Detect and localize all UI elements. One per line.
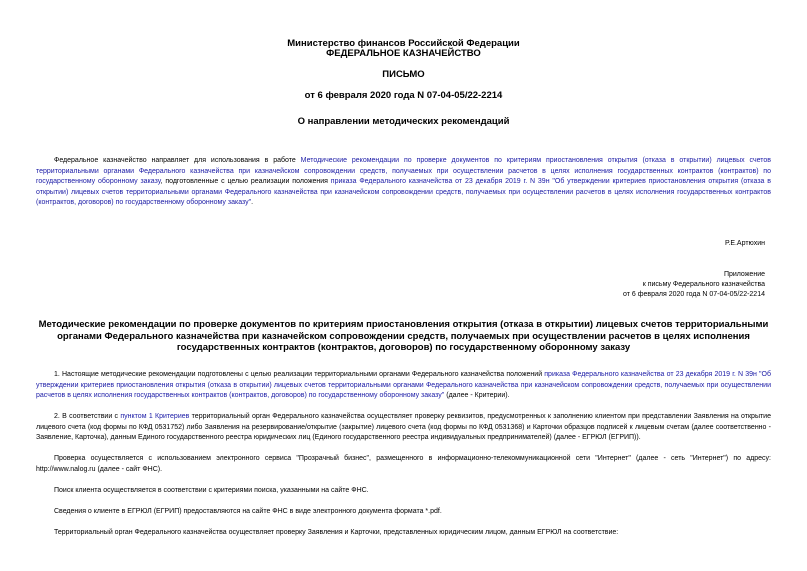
order-39n-link[interactable]: приказа Федерального казначейства от 23 декабря 2019 г. N 39н "Об утверждении критериев приостановления открытия (отказа в открытии) лицевых счетов территориальными органами Федерального казначейства при казначейском сопровождении средств, получаемых при осуществлении расчетов в целях исполнения государственных контрактов (контрактов, договоров) по государственному оборонному заказу" xyxy=(36,178,771,207)
ministry-name: Министерство финансов Российской Федерации xyxy=(287,38,520,49)
appendix-line-2: к письму Федерального казначейства xyxy=(642,281,765,288)
doc-subject: О направлении методических рекомендаций xyxy=(297,116,510,127)
paragraph-3: Проверка осуществляется с использованием электронного сервиса "Прозрачный бизнес", размещенного в информационно-телекоммуникационной сети "Интернет" (далее - сеть "Интернет") по адресу: http://www.nalog.ru (далее - сайт ФНС). xyxy=(36,455,771,473)
letter-text-1: Федеральное казначейство направляет для использования в работе xyxy=(54,157,301,164)
p2-criteria-link[interactable]: пунктом 1 Критериев xyxy=(120,413,190,420)
doc-reference: от 6 февраля 2020 года N 07-04-05/22-2214 xyxy=(304,90,503,101)
letter-text-3: . xyxy=(251,199,254,207)
letter-body xyxy=(36,156,771,209)
p2-text-2: территориальный орган Федерального казначейства осуществляет проверку реквизитов, предусмотренных к заполнению клиентом при представлении Заявления на открытие лицевого счета (код формы по КФД 0531752) либо Заявления на резервирование/открытие (закрытие) лицевого счета (код формы по КФД 0531368) и Карточки образцов подписей к лицевым счетам (далее соответственно - Заявление, Карточка), данным Единого государственного реестра юридических лиц (Единого государственного реестра индивидуальных предпринимателей) (далее - ЕГРЮЛ (ЕГРИП)). xyxy=(36,413,771,442)
p2-text-1: 2. В соответствии с xyxy=(54,413,121,420)
p1-text-2: (далее - Критерии). xyxy=(444,392,510,400)
p1-order-link[interactable]: приказа Федерального казначейства от 23 декабря 2019 г. N 39н "Об утверждении критериев приостановления открытия (отказа в открытии) лицевых счетов территориальными органами Федерального казначейства при казначейском сопровождении средств, получаемых при осуществлении расчетов в целях исполнения государственных контрактов (контрактов, договоров) по государственному оборонному заказу" xyxy=(36,371,771,400)
letter-text-2: , подготовленные с целью реализации положения xyxy=(160,178,331,186)
paragraph-6: Территориальный орган Федерального казначейства осуществляет проверку Заявления и Карточки, представленных юридическим лицом, данным ЕГРЮЛ на соответствие: xyxy=(54,529,619,536)
paragraph-5: Сведения о клиенте в ЕГРЮЛ (ЕГРИП) предоставляются на сайте ФНС в виде электронного документа формата *.pdf. xyxy=(54,508,442,515)
paragraph-2 xyxy=(36,412,771,444)
recommendations-link[interactable]: Методические рекомендации по проверке документов по критериям приостановления открытия (отказа в открытии) лицевых счетов территориальными органами Федерального казначейства при казначейском сопровождении средств, получаемых при осуществлении расчетов в целях исполнения государственных контрактов (контрактов) по государственному оборонному заказу xyxy=(36,157,771,186)
doc-type: ПИСЬМО xyxy=(382,69,425,80)
appendix-line-1: Приложение xyxy=(723,271,765,278)
p1-text-1: 1. Настоящие методические рекомендации подготовлены с целью реализации территориальными органами Федерального казначейства положений xyxy=(54,371,545,378)
paragraph-4: Поиск клиента осуществляется в соответствии с критериями поиска, указанными на сайте ФНС. xyxy=(54,487,369,494)
appendix-line-3: от 6 февраля 2020 года N 07-04-05/22-2214 xyxy=(623,291,765,298)
agency-name: ФЕДЕРАЛЬНОЕ КАЗНАЧЕЙСТВО xyxy=(326,48,481,59)
paragraph-1 xyxy=(36,370,771,402)
recommendations-title: Методические рекомендации по проверке документов по критериям приостановления открытия (отказа в открытии) лицевых счетов территориальными органами Федерального казначейства при казначейском сопровождении средств, получаемых при осуществлении расчетов в целях исполнения государственных контрактов (контрактов, договоров) по государственному оборонному заказу xyxy=(38,319,769,354)
signature: Р.Е.Артюхин xyxy=(725,240,765,247)
